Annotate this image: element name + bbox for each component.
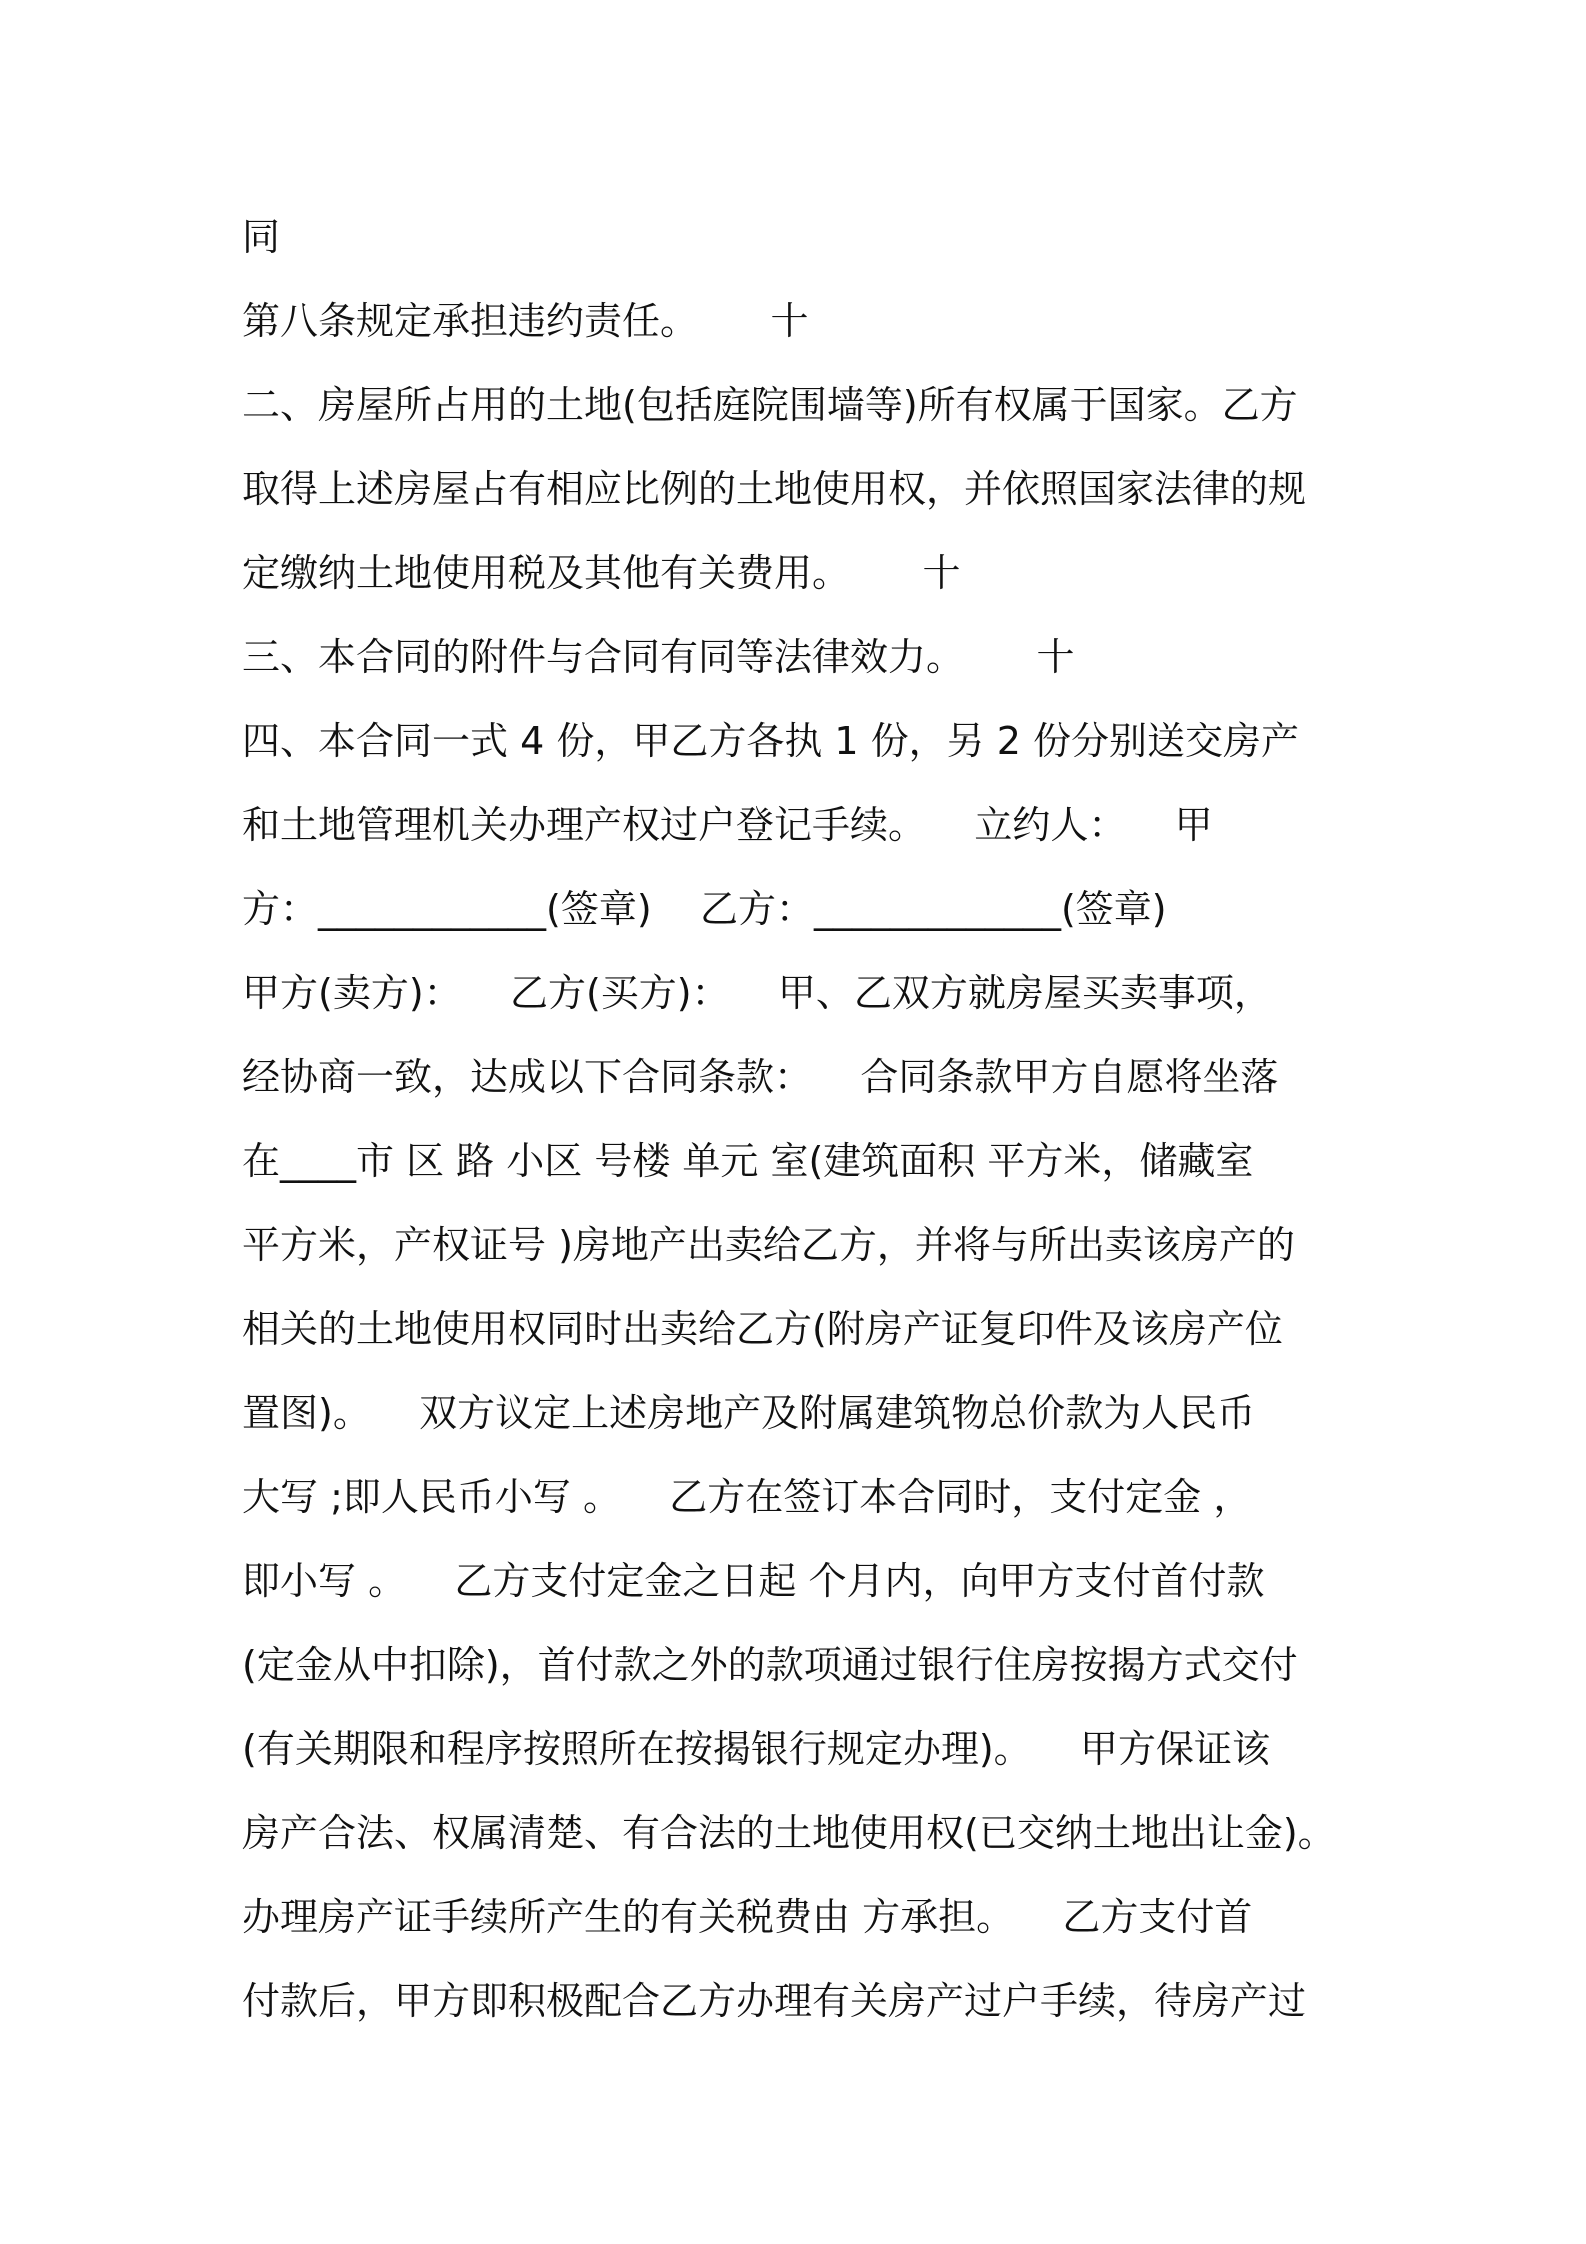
text-line: 定缴纳土地使用税及其他有关费用。 十 [242, 551, 961, 595]
text-line: 甲方(卖方)： 乙方(买方)： 甲、乙双方就房屋买卖事项， [242, 971, 1272, 1015]
signature-line: 方：____________(签章) 乙方：_____________(签章) [242, 887, 1167, 931]
text-line: 平方米，产权证号 )房地产出卖给乙方，并将与所出卖该房产的 [242, 1223, 1295, 1267]
text-line: 即小写 。 乙方支付定金之日起 个月内，向甲方支付首付款 [242, 1559, 1265, 1603]
text-line: 第八条规定承担违约责任。 十 [242, 299, 809, 343]
contract-body [242, 195, 1354, 2043]
text-line: 经协商一致，达成以下合同条款： 合同条款甲方自愿将坐落 [242, 1055, 1279, 1099]
text-line: 取得上述房屋占有相应比例的土地使用权，并依照国家法律的规 [242, 467, 1307, 511]
text-line: 四、本合同一式 4 份，甲乙方各执 1 份，另 2 份分别送交房产 [242, 719, 1300, 763]
text-line: 二、房屋所占用的土地(包括庭院围墙等)所有权属于国家。乙方 [242, 383, 1298, 427]
text-line: 置图)。 双方议定上述房地产及附属建筑物总价款为人民币 [242, 1391, 1256, 1435]
text-line: 办理房产证手续所产生的有关税费由 方承担。 乙方支付首 [242, 1895, 1253, 1939]
text-line: 房产合法、权属清楚、有合法的土地使用权(已交纳土地出让金)。 [242, 1811, 1336, 1855]
text-line: (有关期限和程序按照所在按揭银行规定办理)。 甲方保证该 [242, 1727, 1270, 1771]
text-line: 相关的土地使用权同时出卖给乙方(附房产证复印件及该房产位 [242, 1307, 1283, 1351]
text-line: 付款后，甲方即积极配合乙方办理有关房产过户手续，待房产过 [242, 1979, 1307, 2023]
text-line: 同 [242, 215, 281, 259]
text-line: 和土地管理机关办理产权过户登记手续。 立约人： 甲 [242, 803, 1213, 847]
text-line: 三、本合同的附件与合同有同等法律效力。 十 [242, 635, 1075, 679]
text-line: (定金从中扣除)，首付款之外的款项通过银行住房按揭方式交付 [242, 1643, 1298, 1687]
text-line: 大写 ;即人民币小写 。 乙方在签订本合同时，支付定金 ， [242, 1475, 1252, 1519]
text-line: 在____市 区 路 小区 号楼 单元 室(建筑面积 平方米，储藏室 [242, 1139, 1254, 1183]
